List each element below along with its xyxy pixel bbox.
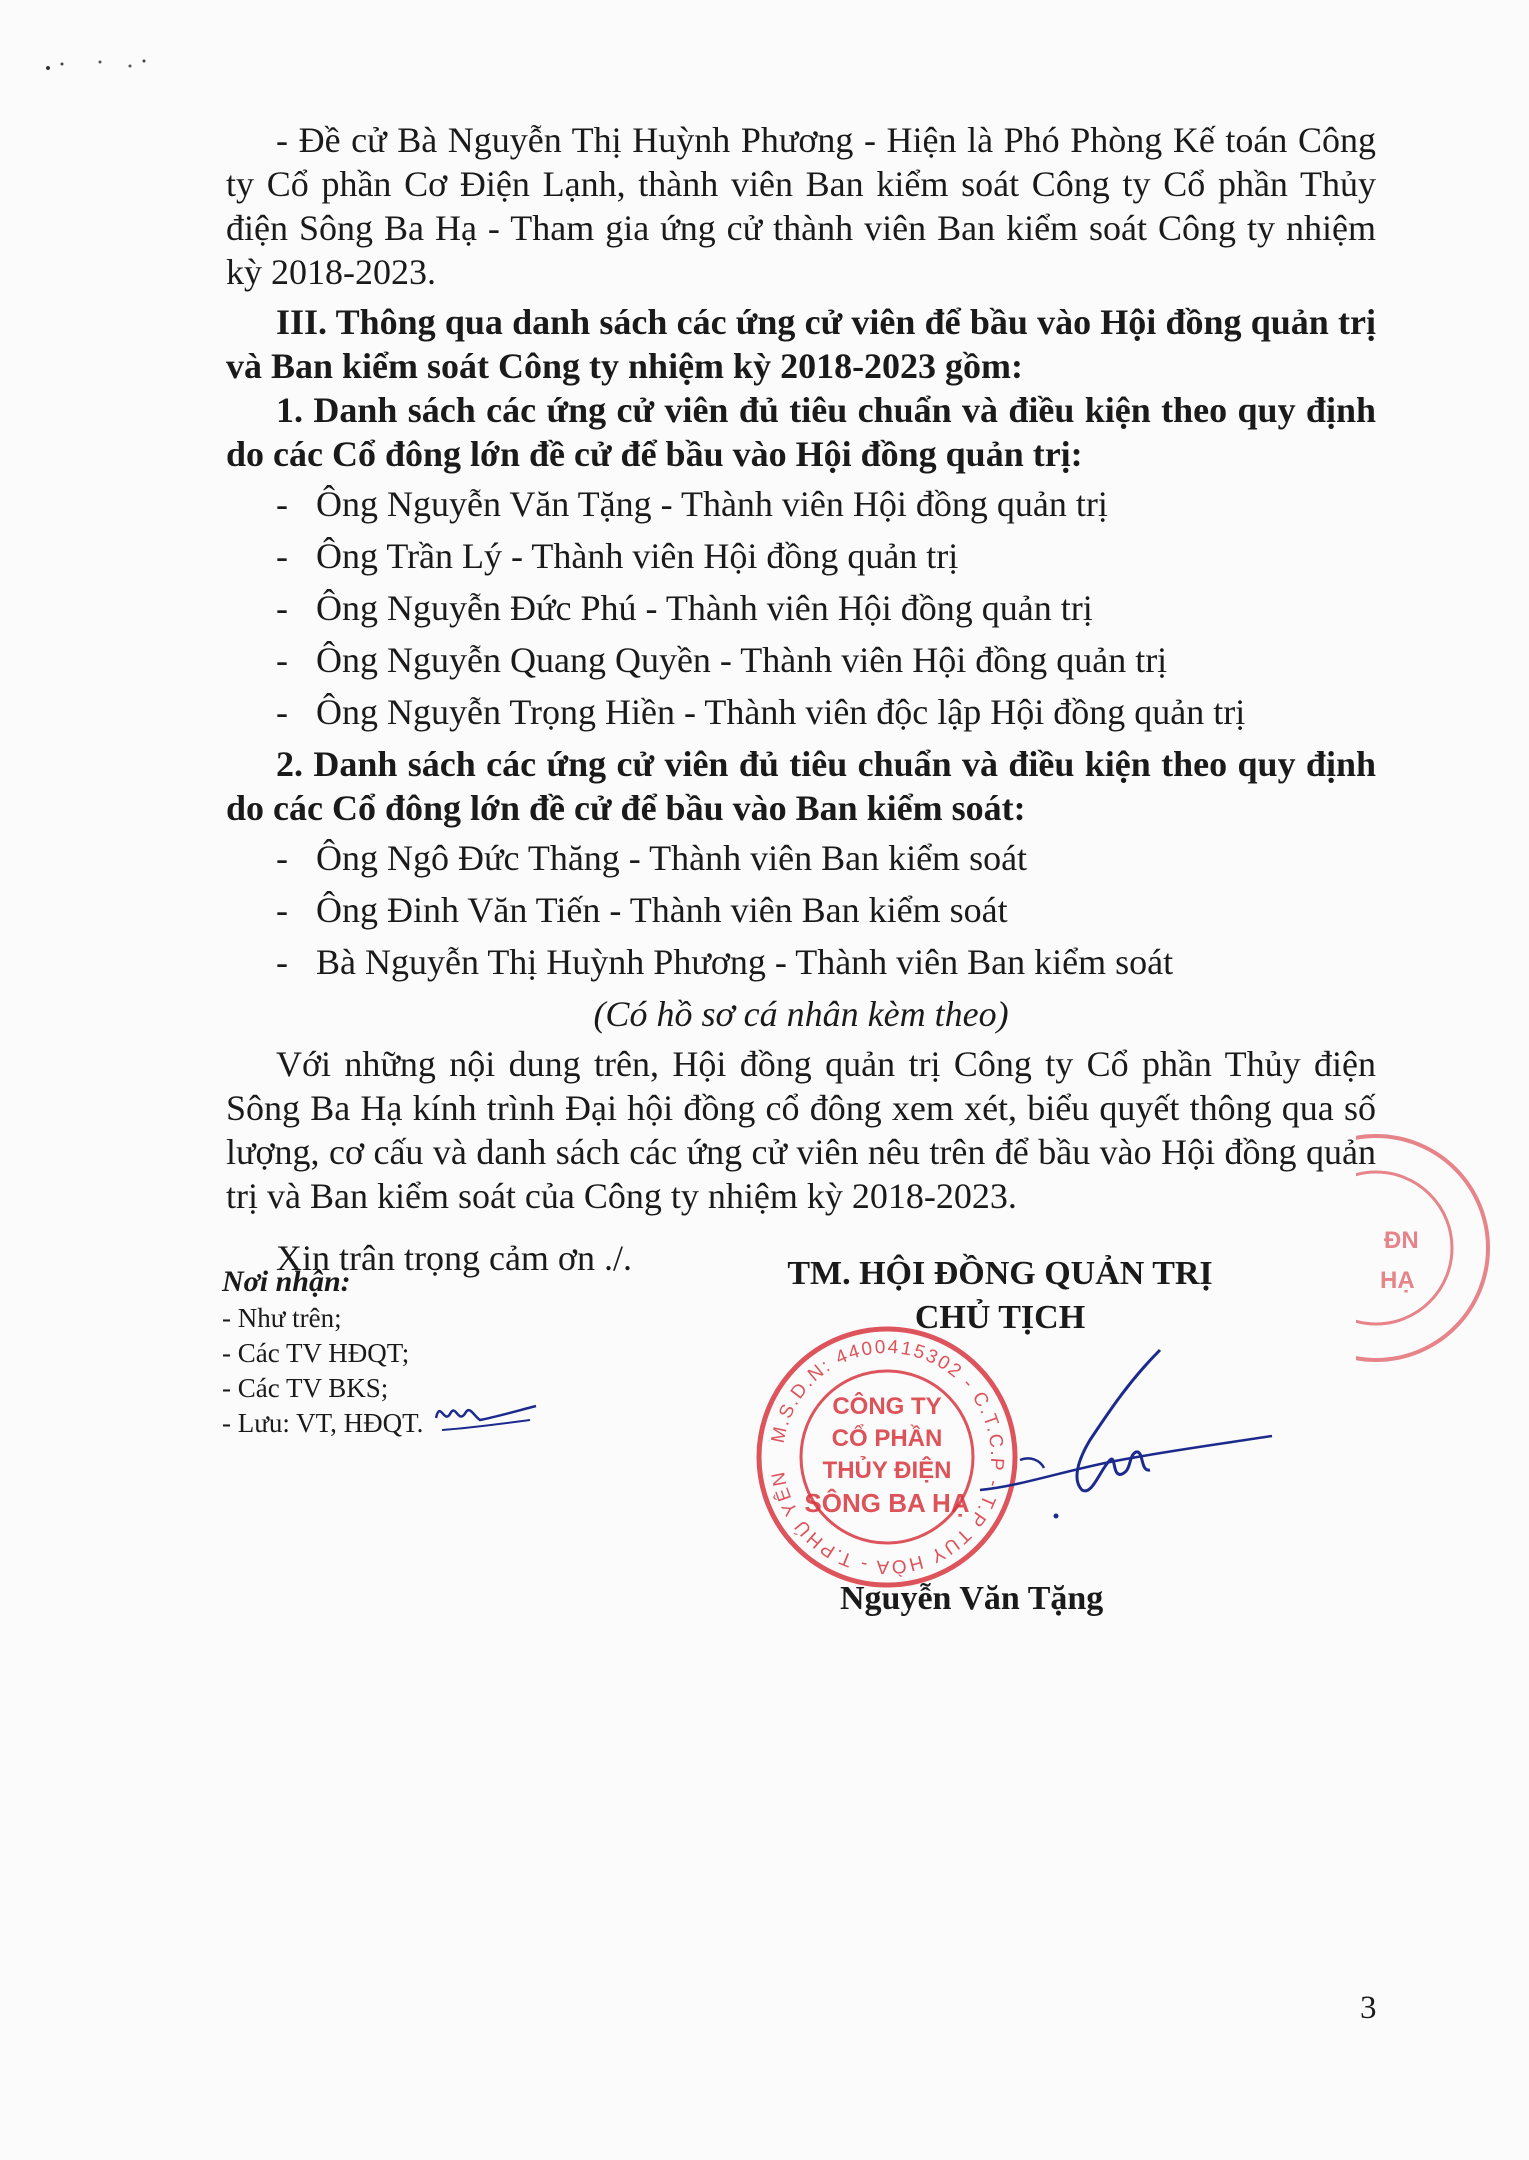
supervisory-candidates-heading: 2. Danh sách các ứng cử viên đủ tiêu chuẩn và điều kiện theo quy định do các Cổ đông lớn đề cử để bầu vào Ban kiểm soát: [226, 744, 1376, 828]
list-item: - Ông Nguyễn Quang Quyền - Thành viên Hội đồng quản trị [276, 640, 1168, 680]
signer-name: Nguyễn Văn Tặng [840, 1580, 1104, 1617]
thanks-line: Xin trân trọng cảm ơn ./. [276, 1238, 632, 1278]
attachment-note: (Có hồ sơ cá nhân kèm theo) [593, 994, 1009, 1034]
board-candidates-heading: 1. Danh sách các ứng cử viên đủ tiêu chuẩn và điều kiện theo quy định do các Cổ đông lớn đề cử để bầu vào Hội đồng quản trị: [226, 390, 1376, 474]
svg-text:ĐN: ĐN [1384, 1227, 1419, 1254]
list-item: - Ông Nguyễn Văn Tặng - Thành viên Hội đồng quản trị [276, 484, 1108, 524]
initials-mark [430, 1390, 540, 1440]
recipient-item: - Các TV HĐQT; [222, 1338, 410, 1368]
stamp-line-4: SÔNG BA HẠ [804, 1488, 970, 1518]
section-iii-heading: III. Thông qua danh sách các ứng cử viên để bầu vào Hội đồng quản trị và Ban kiểm soát Công ty nhiệm kỳ 2018-2023 gồm: [226, 302, 1376, 386]
partial-seal [1356, 1118, 1496, 1378]
signature-title: TM. HỘI ĐỒNG QUẢN TRỊ [787, 1255, 1213, 1292]
nomination-paragraph: - Đề cử Bà Nguyễn Thị Huỳnh Phương - Hiện là Phó Phòng Kế toán Công ty Cổ phần Cơ Điện Lạnh, thành viên Ban kiểm soát Công ty Cổ phần Thủy điện Sông Ba Hạ - Tham gia ứng cử thành viên Ban kiểm soát Công ty nhiệm kỳ 2018-2023. [226, 120, 1376, 292]
handwritten-signature [960, 1340, 1280, 1550]
svg-text:M.S.D.N: 4400415302 - C.T.C.P: M.S.D.N: 4400415302 - C.T.C.P - T.P TUY HÒA - T.PHÚ YÊN [767, 1336, 1008, 1578]
list-item: - Ông Trần Lý - Thành viên Hội đồng quản trị [276, 536, 959, 576]
scan-specks [40, 50, 160, 80]
document-body [226, 118, 1376, 1280]
recipients-block [222, 1263, 423, 1441]
stamp-line-2: CỔ PHẦN [831, 1425, 943, 1452]
list-item: - Ông Nguyễn Trọng Hiền - Thành viên độc lập Hội đồng quản trị [276, 692, 1246, 732]
signature-role: CHỦ TỊCH [914, 1299, 1086, 1336]
list-item: - Bà Nguyễn Thị Huỳnh Phương - Thành viên Ban kiểm soát [276, 942, 1174, 982]
recipients-heading: Nơi nhận: [222, 1265, 351, 1298]
list-item: - Ông Đinh Văn Tiến - Thành viên Ban kiểm soát [276, 890, 1008, 930]
stamp-line-3: THỦY ĐIỆN [822, 1457, 952, 1484]
svg-text:HẠ: HẠ [1380, 1267, 1415, 1294]
stamp-line-1: CÔNG TY [832, 1393, 942, 1420]
list-item: - Ông Ngô Đức Thăng - Thành viên Ban kiểm soát [276, 838, 1028, 878]
page-number: 3 [1360, 1990, 1377, 2026]
closing-paragraph: Với những nội dung trên, Hội đồng quản trị Công ty Cổ phần Thủy điện Sông Ba Hạ kính trình Đại hội đồng cổ đông xem xét, biểu quyết thông qua số lượng, cơ cấu và danh sách các ứng cử viên nêu trên để bầu vào Hội đồng quản trị và Ban kiểm soát của Công ty nhiệm kỳ 2018-2023. [226, 1044, 1376, 1216]
recipient-item: - Các TV BKS; [222, 1373, 389, 1403]
list-item: - Ông Nguyễn Đức Phú - Thành viên Hội đồng quản trị [276, 588, 1093, 628]
recipient-item: - Như trên; [222, 1303, 342, 1333]
recipient-item: - Lưu: VT, HĐQT. [222, 1408, 424, 1438]
